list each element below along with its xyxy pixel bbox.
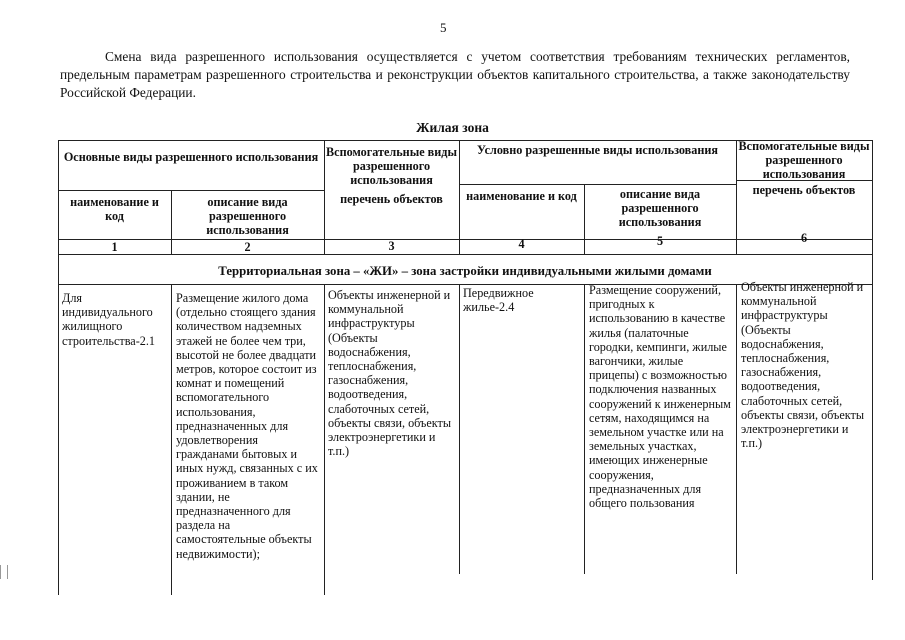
header-conditional-types: Условно разрешенные виды использования: [476, 143, 718, 157]
cell-objects-list: Объекты инженерной и коммунальной инфраструктуры (Объекты водоснабжения, теплоснабжения, газоснабжения, водоотведения, слаботочных сетей, объекты связи, объекты электроэнергетики и т.п.): [328, 288, 452, 459]
cell-name-code-2: Передвижное жилье-2.4: [463, 286, 534, 315]
scan-edge-mark: [0, 565, 8, 579]
header-name-code: наименование и код: [70, 195, 159, 224]
header-aux-types: Вспомогательные виды разрешенного использования: [326, 145, 457, 188]
header-description-2: описание вида разрешенного использования: [618, 187, 702, 230]
column-number: 1: [111, 240, 118, 254]
column-number: 3: [388, 239, 395, 253]
header-aux-types-2: Вспомогательные виды разрешенного использования: [738, 139, 870, 182]
header-name-code-2: наименование и код: [466, 189, 577, 203]
page-number: 5: [440, 20, 447, 35]
intro-paragraph: Смена вида разрешенного использования осуществляется с учетом соответствия требованиям технических регламентов, предельным параметрам разрешенного строительства и реконструкции объектов капитального строительства, а также законодательству Российской Федерации.: [60, 49, 850, 100]
header-objects-list: перечень объектов: [340, 192, 443, 206]
header-description: описание вида разрешенного использования: [206, 195, 289, 238]
column-number: 4: [518, 237, 525, 251]
cell-description-2: Размещение сооружений, пригодных к использованию в качестве жилья (палаточные городки, кемпинги, жилые вагончики, жилые прицепы) с возможностью подключения названных сооружений к инженерным сетям, находящимся на земельном участке или на земельных участках, имеющих инженерные сооружения, предназначенных для общего пользования: [589, 283, 731, 511]
column-number: 6: [800, 231, 808, 245]
column-number: 5: [656, 234, 664, 248]
cell-objects-list-2: Объекты инженерной и коммунальной инфраструктуры (Объекты водоснабжения, теплоснабжения, газоснабжения, водоотведения, слаботочных сетей, объекты связи, объекты электроэнергетики и т.п.): [741, 280, 865, 451]
header-main-types: Основные виды разрешенного использования: [63, 150, 319, 164]
header-objects-list-2: перечень объектов: [752, 183, 856, 197]
territorial-zone-title: Территориальная зона – «ЖИ» – зона застройки индивидуальными жилыми домами: [218, 264, 712, 278]
cell-description: Размещение жилого дома (отдельно стоящего здания количеством надземных этажей не более чем три, высотой не более двадцати метров, которое состоит из комнат и помещений вспомогательного использования, предназначенных для удовлетворения гражданами бытовых и иных нужд, связанных с их проживанием в таком здании, не предназначенного для раздела на самостоятельные объекты недвижимости);: [176, 291, 318, 561]
cell-name-code: Для индивидуального жилищного строительства-2.1: [62, 291, 156, 348]
zone-title: Жилая зона: [416, 120, 489, 135]
column-number: 2: [244, 240, 251, 254]
